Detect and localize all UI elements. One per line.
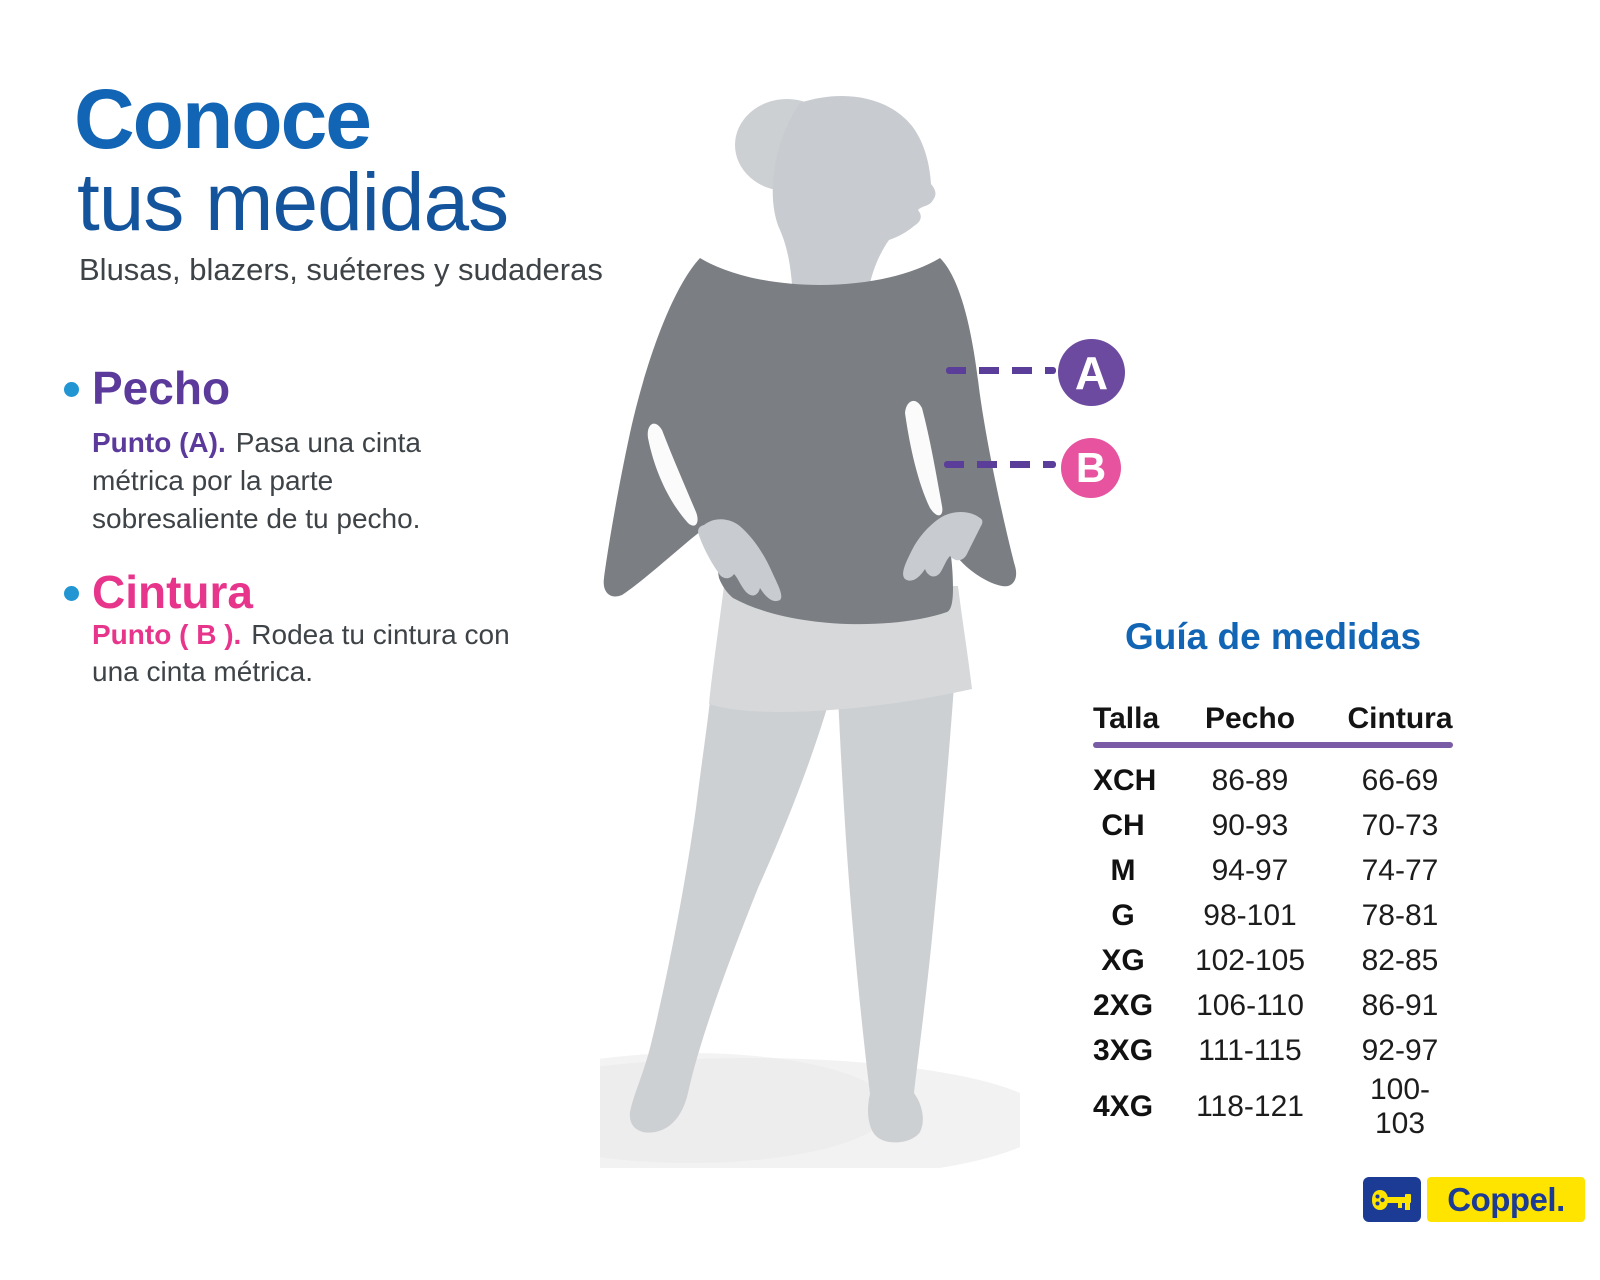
- table-row: XG 102-105 82-85: [1101, 943, 1439, 977]
- table-row: 2XG 106-110 86-91: [1093, 988, 1439, 1022]
- size-guide-title: Guía de medidas: [1124, 616, 1422, 657]
- leader-line-a: [946, 367, 1056, 374]
- pecho-description: Pasa una cinta métrica por la parte sobresaliente de tu pecho.: [92, 427, 421, 534]
- point-b-label: Punto ( B ).: [92, 619, 242, 650]
- table-row: 4XG 118-121 100-103: [1093, 1073, 1431, 1140]
- cintura-instructions: [92, 616, 532, 690]
- column-header-cintura: Cintura: [1347, 702, 1453, 735]
- page-subtitle: Blusas, blazers, suéteres y sudaderas: [79, 252, 603, 287]
- coppel-logo: [1363, 1177, 1585, 1222]
- table-row: M 94-97 74-77: [1110, 853, 1439, 887]
- table-row: 3XG 111-115 92-97: [1093, 1033, 1439, 1067]
- point-a-label: Punto (A).: [92, 427, 226, 458]
- header-underline: [1093, 742, 1453, 748]
- section-title-cintura: Cintura: [92, 566, 253, 618]
- woman-silhouette: [600, 88, 1020, 1168]
- coppel-key-icon: [1363, 1177, 1421, 1222]
- woman-silhouette-svg: [600, 88, 1020, 1168]
- bullet-icon: [64, 382, 79, 397]
- column-header-pecho: Pecho: [1204, 702, 1296, 735]
- size-guide-header-row: [1093, 702, 1453, 736]
- page-title-line2: tus medidas: [77, 157, 509, 248]
- section-title-pecho: Pecho: [92, 362, 231, 414]
- pecho-instructions: [92, 424, 482, 538]
- cintura-description: Rodea tu cintura con una cinta métrica.: [92, 619, 510, 687]
- table-row: G 98-101 78-81: [1111, 898, 1439, 932]
- marker-b-badge: B: [1061, 438, 1121, 498]
- coppel-wordmark: Coppel.: [1427, 1177, 1585, 1222]
- table-row: XCH 86-89 66-69: [1093, 763, 1439, 797]
- size-guide-table: [1093, 758, 1453, 1140]
- marker-a-badge: A: [1058, 339, 1125, 406]
- table-row: CH 90-93 70-73: [1101, 808, 1439, 842]
- bullet-icon: [64, 586, 79, 601]
- leader-line-b: [944, 461, 1056, 468]
- column-header-talla: Talla: [1093, 702, 1160, 735]
- page-title-line1: Conoce: [74, 72, 371, 166]
